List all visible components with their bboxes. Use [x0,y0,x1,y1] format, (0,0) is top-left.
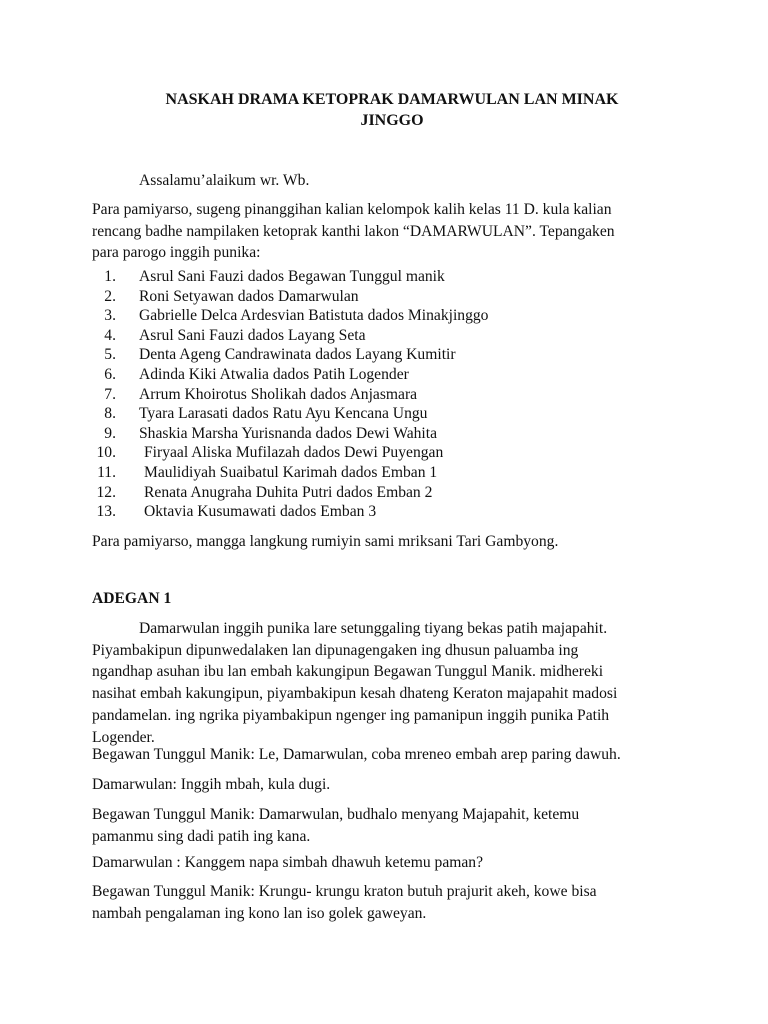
dialog-line: Begawan Tunggul Manik: Damarwulan, budhalo menyang Majapahit, ketemu [92,806,580,823]
list-text: Maulidiyah Suaibatul Karimah dados Emban 1 [144,463,438,481]
dialog-line: pamanmu sing dadi patih ing kana. [92,827,311,845]
scene-paragraph [92,618,682,748]
list-text: Denta Ageng Candrawinata dados Layang Kumitir [139,346,456,364]
list-text: Arrum Khoirotus Sholikah dados Anjasmara [139,385,418,403]
closing-line: Para pamiyarso, mangga langkung rumiyin sami mriksani Tari Gambyong. [92,533,559,550]
scene-line: Logender. [92,728,155,746]
scene-line: pandamelan. ing ngrika piyambakipun ngenger ing pamanipun inggih punika Patih [92,706,610,724]
dialog-line: Damarwulan: Inggih mbah, kula dugi. [92,776,331,793]
list-number: 6. [104,365,116,383]
list-number: 7. [104,385,116,403]
list-text: Renata Anugraha Duhita Putri dados Emban 2 [144,483,433,501]
list-text: Gabrielle Delca Ardesvian Batistuta dados Minakjinggo [139,307,489,325]
list-number: 5. [104,346,116,364]
list-number: 11. [97,463,116,481]
list-number: 8. [104,405,116,423]
list-number: 3. [104,307,116,325]
list-text: Asrul Sani Fauzi dados Begawan Tunggul manik [139,268,445,285]
intro-paragraph [92,199,682,264]
scene-heading: ADEGAN 1 [92,590,172,607]
intro-line: para parogo inggih punika: [92,244,261,262]
dialog-line: nambah pengalaman ing kono lan iso golek gaweyan. [92,904,427,922]
list-number: 9. [104,424,116,442]
list-text: Shaskia Marsha Yurisnanda dados Dewi Wahita [139,424,437,442]
list-number: 13. [96,503,116,521]
dialog-block [92,881,682,924]
document-title [92,89,692,131]
list-text: Oktavia Kusumawati dados Emban 3 [144,503,377,521]
title-line-2: JINGGO [360,112,424,129]
list-number: 4. [104,326,116,344]
intro-line: rencang badhe nampilaken ketoprak kanthi lakon “DAMARWULAN”. Tepangaken [92,222,615,240]
dialog-line: Begawan Tunggul Manik: Krungu- krungu kraton butuh prajurit akeh, kowe bisa [92,883,597,900]
scene-line: Piyambakipun dipunwedalaken lan dipunagengaken ing dhusun paluamba ing [92,641,579,659]
list-text: Firyaal Aliska Mufilazah dados Dewi Puyengan [144,444,444,462]
list-text: Roni Setyawan dados Damarwulan [139,287,359,305]
greeting: Assalamu’alaikum wr. Wb. [139,172,310,189]
list-number: 2. [104,287,116,305]
list-text: Asrul Sani Fauzi dados Layang Seta [139,326,366,344]
scene-line: Damarwulan inggih punika lare setunggaling tiyang bekas patih majapahit. [139,620,608,637]
list-text: Adinda Kiki Atwalia dados Patih Logender [139,365,409,383]
dialog-line: Begawan Tunggul Manik: Le, Damarwulan, coba mreneo embah arep paring dawuh. [92,746,621,763]
list-text: Tyara Larasati dados Ratu Ayu Kencana Ungu [139,405,428,423]
title-line-1: NASKAH DRAMA KETOPRAK DAMARWULAN LAN MINAK [165,91,619,108]
list-number: 1. [104,268,116,285]
list-number: 12. [96,483,116,501]
scene-line: nasihat embah kakungipun, piyambakipun kesah dhateng Keraton majapahit madosi [92,685,618,703]
dialog-block [92,804,682,847]
scene-line: ngandhap asuhan ibu lan embah kakungipun Begawan Tunggul Manik. midhereki [92,663,604,681]
list-number: 10. [96,444,116,462]
intro-line: Para pamiyarso, sugeng pinanggihan kalian kelompok kalih kelas 11 D. kula kalian [92,201,612,218]
dialog-line: Damarwulan : Kanggem napa simbah dhawuh ketemu paman? [92,854,484,871]
